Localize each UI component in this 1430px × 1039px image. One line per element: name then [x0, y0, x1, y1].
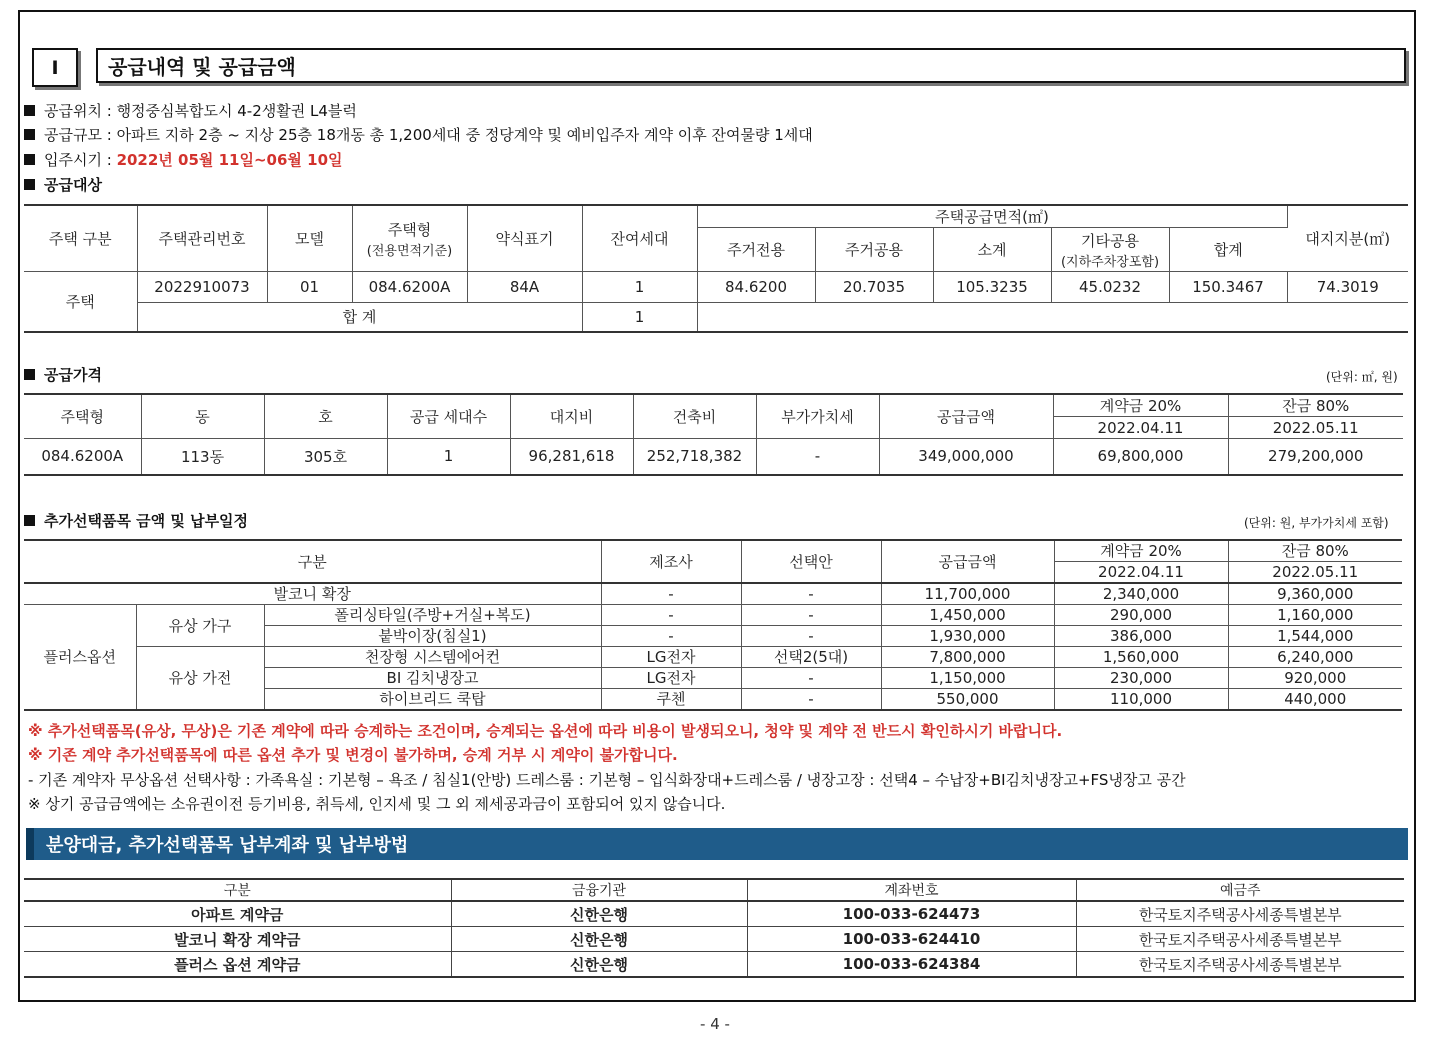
table-row	[24, 439, 1403, 475]
sum-empty	[697, 303, 1408, 332]
header-total: 합계	[1169, 228, 1287, 272]
cell-count: 1	[387, 439, 510, 475]
header-balance-date: 2022.05.11	[1228, 417, 1403, 439]
table-row	[24, 605, 1402, 626]
cell-bank: 신한은행	[451, 927, 747, 952]
header-type: 주택 구분	[24, 205, 137, 272]
cell-deposit: 290,000	[1054, 605, 1228, 626]
options-unit: (단위: 원, 부가가치세 포함)	[1244, 516, 1389, 530]
cell-name: 하이브리드 쿡탑	[264, 689, 601, 711]
cell-choice: -	[741, 626, 881, 647]
header-ho: 호	[264, 394, 387, 439]
cell-choice: -	[741, 689, 881, 711]
section-header	[32, 48, 1408, 85]
header-common: 주거공용	[815, 228, 933, 272]
header-house-type: 주택형	[24, 394, 141, 439]
cell-maker: -	[601, 626, 741, 647]
cell-vat: -	[756, 439, 879, 475]
header-holder: 예금주	[1076, 879, 1404, 901]
table-row	[24, 272, 1408, 303]
cell-account: 100-033-624384	[747, 952, 1076, 978]
appliance-label: 유상 가전	[136, 647, 264, 711]
cell-type: 주택	[24, 272, 137, 332]
cell-choice: -	[741, 668, 881, 689]
bullet-square-icon	[24, 369, 35, 380]
header-vat: 부가가치세	[756, 394, 879, 439]
cell-balance: 279,200,000	[1228, 439, 1403, 475]
cell-common: 20.7035	[815, 272, 933, 303]
header-account: 계좌번호	[747, 879, 1076, 901]
header-land: 대지비	[510, 394, 633, 439]
page-number: - 4 -	[700, 1015, 730, 1033]
cell-holder: 한국토지주택공사세종특별본부	[1076, 901, 1404, 927]
price-heading: 공급가격	[24, 364, 102, 385]
cell-subtotal: 105.3235	[933, 272, 1051, 303]
table-row	[24, 952, 1404, 978]
plus-option-label: 플러스옵션	[24, 605, 136, 711]
cell-deposit: 1,560,000	[1054, 647, 1228, 668]
cell-maker: LG전자	[601, 668, 741, 689]
header-balance: 잔금 80%	[1228, 540, 1402, 562]
move-in-period: 입주시기 : 2022년 05월 11일~06월 10일	[24, 149, 343, 170]
sum-label: 합 계	[137, 303, 582, 332]
header-model: 모델	[267, 205, 352, 272]
cell-land: 96,281,618	[510, 439, 633, 475]
cell-amount: 1,450,000	[881, 605, 1054, 626]
cell-amount: 550,000	[881, 689, 1054, 711]
cell-deposit: 2,340,000	[1054, 583, 1228, 605]
header-building: 건축비	[633, 394, 756, 439]
options-table	[24, 539, 1402, 711]
note-free-options: - 기존 계약자 무상옵션 선택사항 : 가족욕실 : 기본형 – 욕조 / 침실1(안방) 드레스룸 : 기본형 – 입식화장대+드레스룸 / 냉장고장 : 선택4 – 수납장+BI김치냉장고+FS냉장고 공간	[28, 771, 1186, 789]
cell-holder: 한국토지주택공사세종특별본부	[1076, 952, 1404, 978]
cell-balance: 6,240,000	[1228, 647, 1402, 668]
cell-other: 45.0232	[1051, 272, 1169, 303]
cell-choice: 선택2(5대)	[741, 647, 881, 668]
header-category: 구분	[24, 879, 451, 901]
cell-exclusive: 84.6200	[697, 272, 815, 303]
cell-holder: 한국토지주택공사세종특별본부	[1076, 927, 1404, 952]
header-exclusive: 주거전용	[697, 228, 815, 272]
cell-short: 84A	[467, 272, 582, 303]
cell-model: 01	[267, 272, 352, 303]
note-taxes: ※ 상기 공급금액에는 소유권이전 등기비용, 취득세, 인지세 및 그 외 제세공과금이 포함되어 있지 않습니다.	[28, 795, 726, 813]
cell-deposit: 110,000	[1054, 689, 1228, 711]
cell-maker: -	[601, 583, 741, 605]
furniture-label: 유상 가구	[136, 605, 264, 647]
bullet-square-icon	[24, 154, 35, 165]
cell-category: 플러스 옵션 계약금	[24, 952, 451, 978]
header-maker: 제조사	[601, 540, 741, 583]
cell-house-type: 084.6200A	[24, 439, 141, 475]
cell-balance: 1,544,000	[1228, 626, 1402, 647]
section-number: I	[32, 48, 78, 87]
cell-deposit: 230,000	[1054, 668, 1228, 689]
cell-name: 천장형 시스템에어컨	[264, 647, 601, 668]
options-heading: 추가선택품목 금액 및 납부일정	[24, 510, 248, 531]
price-table	[24, 393, 1403, 476]
cell-maker: LG전자	[601, 647, 741, 668]
cell-account: 100-033-624473	[747, 901, 1076, 927]
cell-remaining: 1	[582, 272, 697, 303]
header-deposit-date: 2022.04.11	[1054, 562, 1228, 584]
header-bank: 금융기관	[451, 879, 747, 901]
cell-maker: 쿠첸	[601, 689, 741, 711]
cell-deposit: 69,800,000	[1053, 439, 1228, 475]
cell-amount: 7,800,000	[881, 647, 1054, 668]
accounts-table	[24, 878, 1404, 978]
cell-bank: 신한은행	[451, 901, 747, 927]
cell-name: 폴리싱타일(주방+거실+복도)	[264, 605, 601, 626]
cell-deposit: 386,000	[1054, 626, 1228, 647]
header-dong: 동	[141, 394, 264, 439]
cell-choice: -	[741, 583, 881, 605]
header-house-type: 주택형 (전용면적기준)	[352, 205, 467, 272]
header-other: 기타공용 (지하주차장포함)	[1051, 228, 1169, 272]
header-deposit: 계약금 20%	[1053, 394, 1228, 417]
cell-category: 아파트 계약금	[24, 901, 451, 927]
header-deposit-date: 2022.04.11	[1053, 417, 1228, 439]
bullet-square-icon	[24, 105, 35, 116]
sum-value: 1	[582, 303, 697, 332]
sum-row	[24, 303, 1408, 332]
header-subtotal: 소계	[933, 228, 1051, 272]
bullet-square-icon	[24, 129, 35, 140]
table-row	[24, 927, 1404, 952]
cell-building: 252,718,382	[633, 439, 756, 475]
cell-amount: 1,930,000	[881, 626, 1054, 647]
header-amount: 공급금액	[879, 394, 1053, 439]
header-remaining: 잔여세대	[582, 205, 697, 272]
cell-amount: 1,150,000	[881, 668, 1054, 689]
price-unit: (단위: ㎡, 원)	[1326, 370, 1398, 384]
bullet-square-icon	[24, 179, 35, 190]
cell-balance: 9,360,000	[1228, 583, 1402, 605]
cell-account: 100-033-624410	[747, 927, 1076, 952]
header-category: 구분	[24, 540, 601, 583]
header-count: 공급 세대수	[387, 394, 510, 439]
table-row	[24, 901, 1404, 927]
cell-name: 발코니 확장	[24, 583, 601, 605]
target-heading: 공급대상	[24, 174, 102, 195]
cell-mgmt-no: 2022910073	[137, 272, 267, 303]
cell-amount: 11,700,000	[881, 583, 1054, 605]
header-choice: 선택안	[741, 540, 881, 583]
cell-bank: 신한은행	[451, 952, 747, 978]
cell-maker: -	[601, 605, 741, 626]
cell-choice: -	[741, 605, 881, 626]
cell-name: 붙박이장(침실1)	[264, 626, 601, 647]
cell-amount: 349,000,000	[879, 439, 1053, 475]
cell-category: 발코니 확장 계약금	[24, 927, 451, 952]
table-row	[24, 583, 1402, 605]
cell-balance: 1,160,000	[1228, 605, 1402, 626]
note-succession: ※ 추가선택품목(유상, 무상)은 기존 계약에 따라 승계하는 조건이며, 승계되는 옵션에 따라 비용이 발생되오니, 청약 및 계약 전 반드시 확인하시기 바랍니다.	[28, 722, 1063, 740]
header-short: 약식표기	[467, 205, 582, 272]
cell-dong: 113동	[141, 439, 264, 475]
cell-total: 150.3467	[1169, 272, 1287, 303]
header-land: 대지지분(㎡)	[1287, 205, 1408, 272]
cell-balance: 440,000	[1228, 689, 1402, 711]
cell-house-type: 084.6200A	[352, 272, 467, 303]
header-deposit: 계약금 20%	[1054, 540, 1228, 562]
cell-ho: 305호	[264, 439, 387, 475]
table-row	[24, 647, 1402, 668]
cell-name: BI 김치냉장고	[264, 668, 601, 689]
section-title: 공급내역 및 공급금액	[96, 48, 1406, 83]
header-balance: 잔금 80%	[1228, 394, 1403, 417]
target-table	[24, 204, 1408, 333]
header-area-group: 주택공급면적(㎡)	[697, 205, 1287, 228]
header-balance-date: 2022.05.11	[1228, 562, 1402, 584]
header-mgmt-no: 주택관리번호	[137, 205, 267, 272]
bullet-square-icon	[24, 515, 35, 526]
supply-scale: 공급규모 : 아파트 지하 2층 ~ 지상 25층 18개동 총 1,200세대 중 정당계약 및 예비입주자 계약 이후 잔여물량 1세대	[24, 124, 813, 145]
accounts-heading: 분양대금, 추가선택품목 납부계좌 및 납부방법	[26, 828, 1408, 860]
note-no-change: ※ 기존 계약 추가선택품목에 따른 옵션 추가 및 변경이 불가하며, 승계 거부 시 계약이 불가합니다.	[28, 746, 678, 764]
header-amount: 공급금액	[881, 540, 1054, 583]
cell-land: 74.3019	[1287, 272, 1408, 303]
supply-location: 공급위치 : 행정중심복합도시 4-2생활권 L4블럭	[24, 100, 357, 121]
cell-balance: 920,000	[1228, 668, 1402, 689]
